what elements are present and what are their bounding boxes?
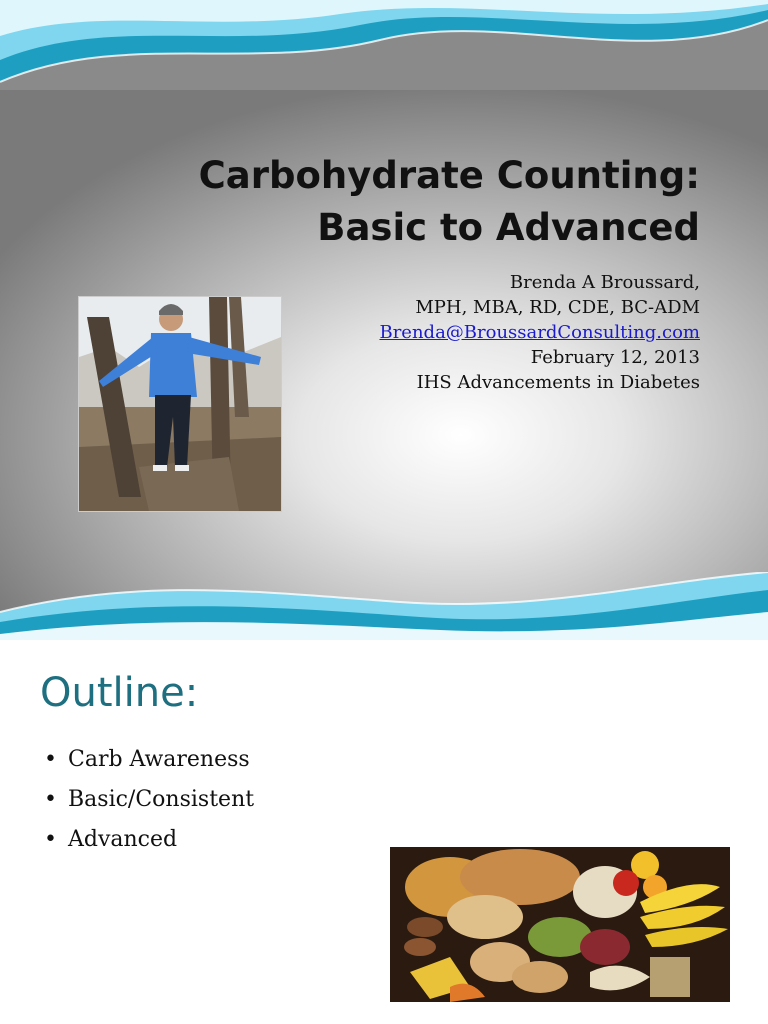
slide-title <box>199 150 700 254</box>
list-item <box>44 740 254 780</box>
presenter-info <box>379 270 700 395</box>
list-item-label: Basic/Consistent <box>68 787 255 812</box>
event-name: IHS Advancements in Diabetes <box>416 372 700 393</box>
list-item <box>44 820 254 860</box>
bottom-wave-decoration <box>0 572 768 640</box>
list-item-label: Advanced <box>68 827 178 852</box>
bullet-icon: • <box>44 747 57 772</box>
top-wave-decoration <box>0 0 768 90</box>
title-line-2: Basic to Advanced <box>317 206 700 249</box>
outline-title: Outline: <box>40 670 199 716</box>
presenter-photo <box>78 296 282 512</box>
list-item <box>44 780 254 820</box>
presenter-email-link[interactable]: Brenda@BroussardConsulting.com <box>379 322 700 343</box>
food-photo <box>390 847 730 1002</box>
title-line-1: Carbohydrate Counting: <box>198 154 700 197</box>
presenter-name: Brenda A Broussard, <box>509 272 700 293</box>
bullet-icon: • <box>44 787 57 812</box>
presentation-date: February 12, 2013 <box>530 347 700 368</box>
outline-slide <box>0 640 768 1024</box>
presenter-credentials: MPH, MBA, RD, CDE, BC-ADM <box>415 297 700 318</box>
list-item-label: Carb Awareness <box>68 747 250 772</box>
outline-list <box>44 740 254 860</box>
bullet-icon: • <box>44 827 57 852</box>
